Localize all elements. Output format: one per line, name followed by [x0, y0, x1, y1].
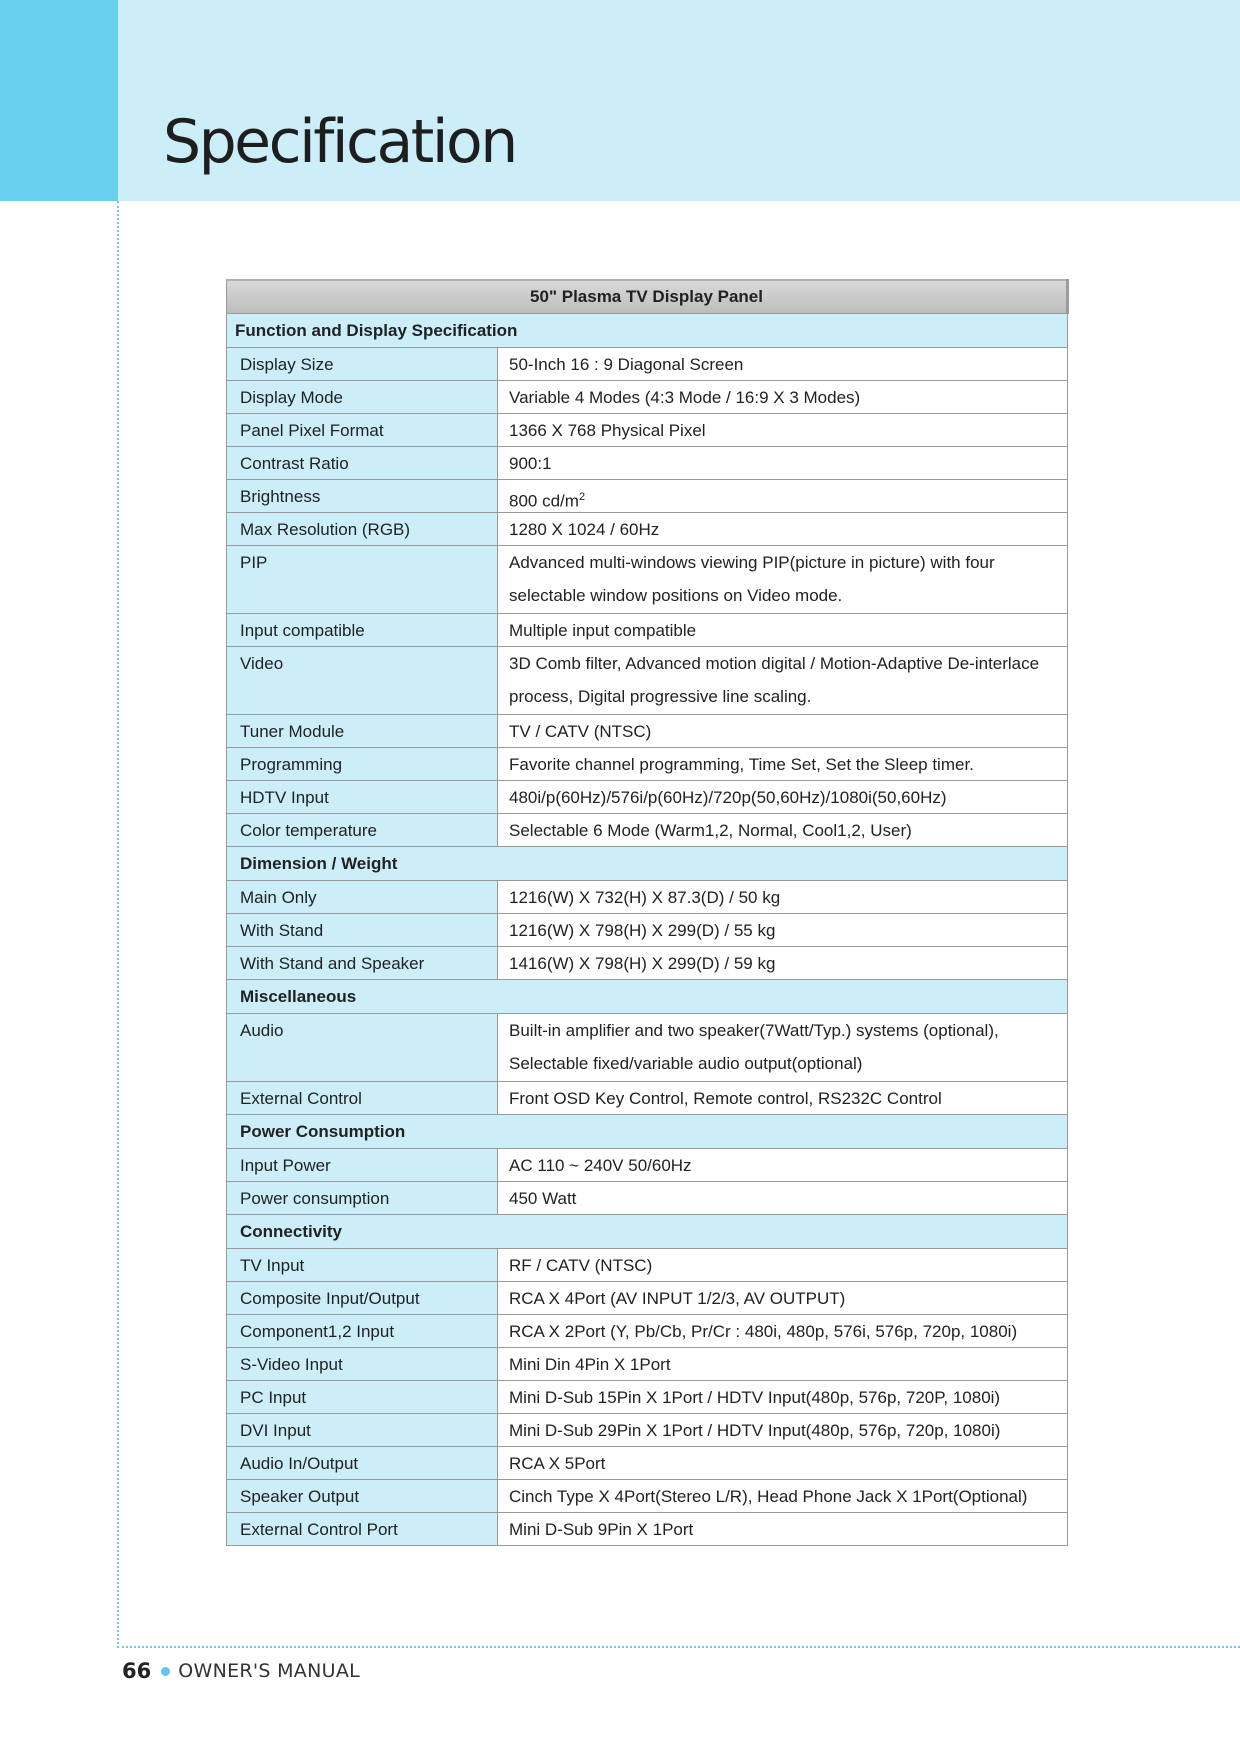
table-row: [227, 546, 1068, 614]
spec-label: Display Mode: [240, 388, 343, 407]
table-row: [227, 715, 1068, 748]
table-row: [227, 1282, 1068, 1315]
spec-label-cell: [227, 1348, 498, 1381]
spec-value: [498, 348, 1067, 375]
spec-label: External Control: [240, 1089, 362, 1108]
spec-value-text: 3D Comb filter, Advanced motion digital / Motion-Adaptive De-interlace process, Digital progressive line scaling.: [509, 654, 1040, 706]
spec-label: Main Only: [240, 888, 317, 907]
spec-value-text: Mini D-Sub 29Pin X 1Port / HDTV Input(480p, 576p, 720p, 1080i): [509, 1421, 1001, 1440]
section-heading: Dimension / Weight: [240, 853, 398, 873]
spec-label: Contrast Ratio: [240, 454, 349, 473]
spec-value-superscript: 2: [578, 491, 586, 503]
spec-value: [498, 1315, 1067, 1342]
spec-label-cell: [227, 1513, 498, 1546]
section-heading: Miscellaneous: [240, 986, 357, 1006]
spec-label-cell: [227, 546, 498, 614]
spec-value-text: 50-Inch 16 : 9 Diagonal Screen: [509, 355, 744, 374]
spec-value-cell: [498, 1315, 1068, 1348]
spec-table-title: 50" Plasma TV Display Panel: [227, 280, 1068, 314]
spec-value-cell: [498, 513, 1068, 546]
spec-label-cell: [227, 1249, 498, 1282]
spec-value-cell: [498, 881, 1068, 914]
spec-label: Speaker Output: [240, 1487, 360, 1506]
spec-label-cell: [227, 513, 498, 546]
spec-label-cell: [227, 814, 498, 847]
spec-value-cell: [498, 546, 1068, 614]
spec-value-text: Multiple input compatible: [509, 621, 697, 640]
spec-value: [498, 1249, 1067, 1276]
spec-value-cell: [498, 1282, 1068, 1315]
spec-value-text: Mini D-Sub 15Pin X 1Port / HDTV Input(480p, 576p, 720P, 1080i): [509, 1388, 1001, 1407]
spec-value: [498, 814, 1067, 841]
page-footer: [122, 1656, 360, 1686]
section-heading-row: [227, 847, 1068, 881]
spec-value: [498, 513, 1067, 540]
spec-value: [498, 480, 1067, 512]
spec-value-text: 1216(W) X 732(H) X 87.3(D) / 50 kg: [509, 888, 781, 907]
spec-value-text: Advanced multi-windows viewing PIP(picture in picture) with four selectable window positions on Video mode.: [509, 553, 995, 605]
table-row: [227, 348, 1068, 381]
spec-label-cell: [227, 1182, 498, 1215]
spec-value-text: Built-in amplifier and two speaker(7Watt/Typ.) systems (optional), Selectable fixed/variable audio output(optional): [509, 1021, 999, 1073]
spec-value-cell: [498, 1381, 1068, 1414]
spec-value: [498, 1513, 1067, 1540]
spec-value-cell: [498, 480, 1068, 513]
spec-label-cell: [227, 1381, 498, 1414]
spec-value: [498, 715, 1067, 742]
spec-value-text: 1366 X 768 Physical Pixel: [509, 421, 706, 440]
spec-value-cell: [498, 614, 1068, 647]
spec-value-text: Front OSD Key Control, Remote control, RS232C Control: [509, 1089, 942, 1108]
spec-value-cell: [498, 715, 1068, 748]
spec-value-cell: [498, 914, 1068, 947]
spec-table-body: [227, 314, 1068, 1546]
table-row: [227, 781, 1068, 814]
spec-label-cell: [227, 748, 498, 781]
spec-label: Input compatible: [240, 621, 365, 640]
spec-value: [498, 1014, 1067, 1080]
spec-label: Max Resolution (RGB): [240, 520, 411, 539]
page-title: Specification: [163, 107, 516, 177]
margin-dotted-line: [117, 201, 119, 1648]
spec-value-text: 450 Watt: [509, 1189, 577, 1208]
table-row: [227, 1381, 1068, 1414]
spec-value-text: 1216(W) X 798(H) X 299(D) / 55 kg: [509, 921, 776, 940]
spec-value-cell: [498, 1447, 1068, 1480]
spec-value: [498, 447, 1067, 474]
spec-value-cell: [498, 1348, 1068, 1381]
spec-label: Power consumption: [240, 1189, 390, 1208]
spec-label-cell: [227, 881, 498, 914]
section-heading-cell: [227, 980, 1068, 1014]
spec-label: HDTV Input: [240, 788, 329, 807]
spec-value: [498, 546, 1067, 612]
section-heading-row: [227, 1115, 1068, 1149]
spec-value: [498, 647, 1067, 713]
spec-value-cell: [498, 947, 1068, 980]
spec-value-text: Mini D-Sub 9Pin X 1Port: [509, 1520, 694, 1539]
spec-value-cell: [498, 1414, 1068, 1447]
table-row: [227, 914, 1068, 947]
spec-value: [498, 881, 1067, 908]
header-accent-block: [0, 0, 118, 201]
spec-value-text: 800 cd/m: [509, 491, 579, 511]
spec-value-text: Cinch Type X 4Port(Stereo L/R), Head Phone Jack X 1Port(Optional): [509, 1487, 1028, 1506]
spec-label-cell: [227, 1315, 498, 1348]
table-row: [227, 1513, 1068, 1546]
spec-label: PIP: [240, 553, 268, 572]
section-heading: Power Consumption: [240, 1121, 406, 1141]
spec-value-cell: [498, 781, 1068, 814]
spec-value-cell: [498, 647, 1068, 715]
table-row: [227, 513, 1068, 546]
spec-label: S-Video Input: [240, 1355, 343, 1374]
spec-value-cell: [498, 447, 1068, 480]
spec-value-cell: [498, 1513, 1068, 1546]
spec-label: TV Input: [240, 1256, 305, 1275]
spec-value-cell: [498, 381, 1068, 414]
table-row: [227, 1348, 1068, 1381]
spec-label: Programming: [240, 755, 343, 774]
section-heading-cell: [227, 847, 1068, 881]
table-row: [227, 414, 1068, 447]
spec-value-cell: [498, 1480, 1068, 1513]
footer-dotted-line: [117, 1646, 1240, 1648]
spec-value: [498, 1149, 1067, 1176]
section-heading-cell: [227, 1215, 1068, 1249]
spec-value-cell: [498, 748, 1068, 781]
spec-label-cell: [227, 1082, 498, 1115]
spec-label-cell: [227, 1414, 498, 1447]
section-heading-row: [227, 980, 1068, 1014]
spec-value: [498, 614, 1067, 641]
table-row: [227, 647, 1068, 715]
spec-value: [498, 414, 1067, 441]
table-row: [227, 881, 1068, 914]
spec-value: [498, 1082, 1067, 1109]
spec-value-text: Mini Din 4Pin X 1Port: [509, 1355, 671, 1374]
spec-value: [498, 381, 1067, 408]
spec-value-cell: [498, 1014, 1068, 1082]
spec-value: [498, 1282, 1067, 1309]
footer-manual-label: OWNER'S MANUAL: [178, 1660, 361, 1682]
spec-label-cell: [227, 947, 498, 980]
spec-value-cell: [498, 1249, 1068, 1282]
spec-label-cell: [227, 1447, 498, 1480]
table-row: [227, 1014, 1068, 1082]
spec-label-cell: [227, 647, 498, 715]
spec-value-text: Variable 4 Modes (4:3 Mode / 16:9 X 3 Modes): [509, 388, 861, 407]
spec-value-text: RCA X 4Port (AV INPUT 1/2/3, AV OUTPUT): [509, 1289, 846, 1308]
spec-value: [498, 781, 1067, 808]
spec-label-cell: [227, 1014, 498, 1082]
spec-label-cell: [227, 1282, 498, 1315]
spec-value-text: RF / CATV (NTSC): [509, 1256, 653, 1275]
bullet-dot-icon: [161, 1667, 170, 1676]
spec-label-cell: [227, 381, 498, 414]
section-heading-cell: [227, 314, 1068, 348]
spec-value-text: AC 110 ~ 240V 50/60Hz: [509, 1156, 692, 1175]
spec-label-cell: [227, 1480, 498, 1513]
spec-value: [498, 1447, 1067, 1474]
spec-value: [498, 1182, 1067, 1209]
spec-label-cell: [227, 781, 498, 814]
spec-label: Component1,2 Input: [240, 1322, 395, 1341]
spec-label-cell: [227, 715, 498, 748]
table-row: [227, 1447, 1068, 1480]
spec-label: Panel Pixel Format: [240, 421, 384, 440]
section-heading-row: [227, 314, 1068, 348]
spec-value-text: 1416(W) X 798(H) X 299(D) / 59 kg: [509, 954, 776, 973]
spec-value: [498, 1480, 1067, 1507]
spec-value-text: 900:1: [509, 454, 552, 473]
spec-value: [498, 1414, 1067, 1441]
spec-label-cell: [227, 1149, 498, 1182]
section-heading: Function and Display Specification: [235, 320, 518, 340]
spec-label: PC Input: [240, 1388, 307, 1407]
spec-label-cell: [227, 348, 498, 381]
spec-label: External Control Port: [240, 1520, 398, 1539]
spec-value-cell: [498, 1082, 1068, 1115]
spec-label-cell: [227, 414, 498, 447]
table-row: [227, 1182, 1068, 1215]
spec-value: [498, 1348, 1067, 1375]
spec-value-text: 1280 X 1024 / 60Hz: [509, 520, 660, 539]
section-heading: Connectivity: [240, 1221, 343, 1241]
spec-label: Tuner Module: [240, 722, 345, 741]
spec-label: Brightness: [240, 487, 321, 506]
spec-label: Audio: [240, 1021, 284, 1040]
spec-label: With Stand and Speaker: [240, 954, 425, 973]
page-number: 66: [122, 1659, 152, 1683]
spec-label-cell: [227, 480, 498, 513]
spec-value-cell: [498, 814, 1068, 847]
table-row: [227, 748, 1068, 781]
spec-label: Audio In/Output: [240, 1454, 359, 1473]
spec-label-cell: [227, 447, 498, 480]
section-heading-row: [227, 1215, 1068, 1249]
spec-value: [498, 947, 1067, 974]
table-row: [227, 814, 1068, 847]
spec-value: [498, 1381, 1067, 1408]
table-row: [227, 1249, 1068, 1282]
spec-label: Composite Input/Output: [240, 1289, 420, 1308]
spec-value-text: Favorite channel programming, Time Set, Set the Sleep timer.: [509, 755, 974, 774]
spec-value-text: Selectable 6 Mode (Warm1,2, Normal, Cool1,2, User): [509, 821, 912, 840]
spec-label: Video: [240, 654, 284, 673]
spec-value-text: RCA X 2Port (Y, Pb/Cb, Pr/Cr : 480i, 480p, 576i, 576p, 720p, 1080i): [509, 1322, 1018, 1341]
spec-label: Input Power: [240, 1156, 331, 1175]
table-row: [227, 1480, 1068, 1513]
table-row: [227, 947, 1068, 980]
spec-value-text: TV / CATV (NTSC): [509, 722, 652, 741]
section-heading-cell: [227, 1115, 1068, 1149]
table-row: [227, 1414, 1068, 1447]
spec-value: [498, 914, 1067, 941]
spec-value-cell: [498, 348, 1068, 381]
table-row: [227, 381, 1068, 414]
spec-label: Color temperature: [240, 821, 378, 840]
spec-value-text: 480i/p(60Hz)/576i/p(60Hz)/720p(50,60Hz)/1080i(50,60Hz): [509, 788, 947, 807]
table-row: [227, 447, 1068, 480]
spec-value-cell: [498, 1149, 1068, 1182]
spec-label: DVI Input: [240, 1421, 311, 1440]
spec-label-cell: [227, 914, 498, 947]
spec-value: [498, 748, 1067, 775]
spec-value-cell: [498, 414, 1068, 447]
spec-table: [226, 279, 1069, 1546]
table-row: [227, 480, 1068, 513]
table-row: [227, 1149, 1068, 1182]
spec-label: With Stand: [240, 921, 324, 940]
spec-value-text: RCA X 5Port: [509, 1454, 606, 1473]
spec-label: Display Size: [240, 355, 334, 374]
table-row: [227, 1082, 1068, 1115]
table-row: [227, 1315, 1068, 1348]
spec-label-cell: [227, 614, 498, 647]
spec-value-cell: [498, 1182, 1068, 1215]
table-row: [227, 614, 1068, 647]
